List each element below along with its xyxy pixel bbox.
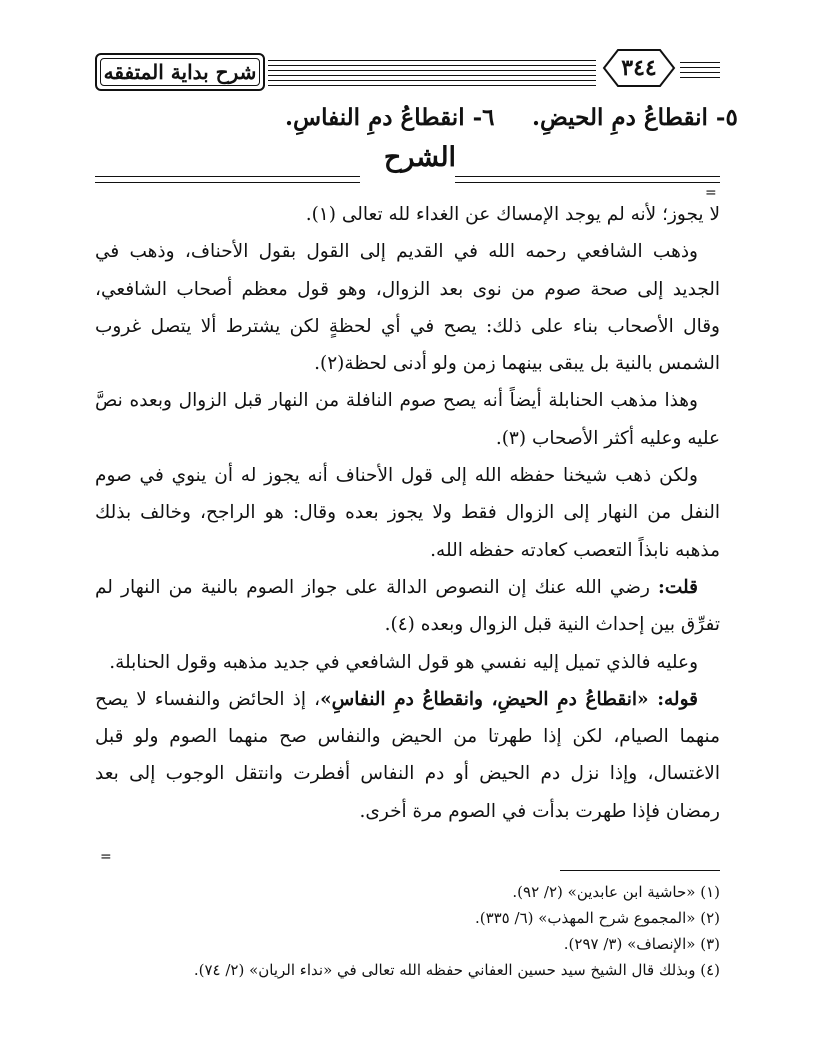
header-rule xyxy=(680,62,720,68)
header-rule xyxy=(680,72,720,78)
book-title-box xyxy=(95,53,265,91)
page-number-badge xyxy=(600,47,678,89)
footnote: (٤) وبذلك قال الشيخ سيد حسين العفاني حفظه الله تعالى في «نداء الريان» (٢/ ٧٤). xyxy=(193,961,720,979)
header-rule xyxy=(268,70,596,76)
continuation-mark: = xyxy=(705,185,717,201)
header-rule xyxy=(268,80,596,86)
paragraph: وهذا مذهب الحنابلة أيضاً أنه يصح صوم النافلة من النهار قبل الزوال وبعده نصَّ عليه وعليه أكثر الأصحاب (٣). xyxy=(95,390,720,449)
footnote: (٢) «المجموع شرح المهذب» (٦/ ٣٣٥). xyxy=(474,909,720,927)
qawluhu-paragraph xyxy=(95,681,720,830)
qawluhu-quote: «انقطاعُ دمِ الحيضِ، وانقطاعُ دمِ النفاسِ» xyxy=(320,688,658,710)
section-heading: الشرح xyxy=(383,142,457,173)
matn-item-6: ٦- انقطاعُ دمِ النفاسِ. xyxy=(285,104,495,131)
footnote: (٣) «الإنصاف» (٣/ ٢٩٧). xyxy=(563,935,720,953)
header-rule xyxy=(268,60,596,66)
heading-rule xyxy=(455,176,720,183)
paragraph: وعليه فالذي تميل إليه نفسي هو قول الشافعي في جديد مذهبه وقول الحنابلة. xyxy=(109,651,698,673)
footnotes xyxy=(95,879,720,983)
qawluhu-text: ، إذ الحائض والنفساء لا يصح منهما الصيام، لكن إذا طهرتا من الحيض والنفاس صح منهما الصوم ولو قبل الاغتسال، وإذا نزل دم الحيض أو دم النفاس أفطرت وانتقل الوجوب إلى بعد رمضان فإذا طهرت بدأت في الصوم مرة أخرى. xyxy=(95,688,720,822)
footnote: (١) «حاشية ابن عابدين» (٢/ ٩٢). xyxy=(512,883,720,901)
commentary-body xyxy=(95,196,720,830)
qultu-text: رضي الله عنك إن النصوص الدالة على جواز الصوم بالنية من النهار لم تفرِّق بين إحداث النية قبل الزوال وبعده (٤). xyxy=(95,576,720,636)
footnote-separator xyxy=(560,870,720,871)
qultu-paragraph xyxy=(95,569,720,644)
heading-rule xyxy=(95,176,360,183)
page-number: ٣٤٤ xyxy=(621,55,657,81)
qawluhu-label: قوله: xyxy=(657,688,698,710)
paragraph: وذهب الشافعي رحمه الله في القديم إلى القول بقول الأحناف، وذهب في الجديد إلى صحة صوم من نوى بعد الزوال، وهو قول معظم أصحاب الشافعي، وقال الأصحاب بناء على ذلك: يصح في أي لحظةٍ لكن يشترط ألا يتصل غروب الشمس بالنية بل يبقى بينهما زمن ولو أدنى لحظة(٢). xyxy=(95,241,720,375)
paragraph: ولكن ذهب شيخنا حفظه الله إلى قول الأحناف أنه يجوز له أن ينوي في صوم النفل من النهار إلى الزوال فقط ولا يجوز بعده وقال: هو الراجح، وخالف بذلك مذهبه نابذاً التعصب كعادته حفظه الله. xyxy=(95,465,720,561)
book-title: شرح بداية المتفقه xyxy=(103,60,257,84)
paragraph: لا يجوز؛ لأنه لم يوجد الإمساك عن الغداء لله تعالى (١). xyxy=(305,204,720,225)
matn-item-5: ٥- انقطاعُ دمِ الحيضِ. xyxy=(532,104,738,131)
continuation-mark: = xyxy=(100,849,112,865)
qultu-label: قلت: xyxy=(658,576,698,598)
